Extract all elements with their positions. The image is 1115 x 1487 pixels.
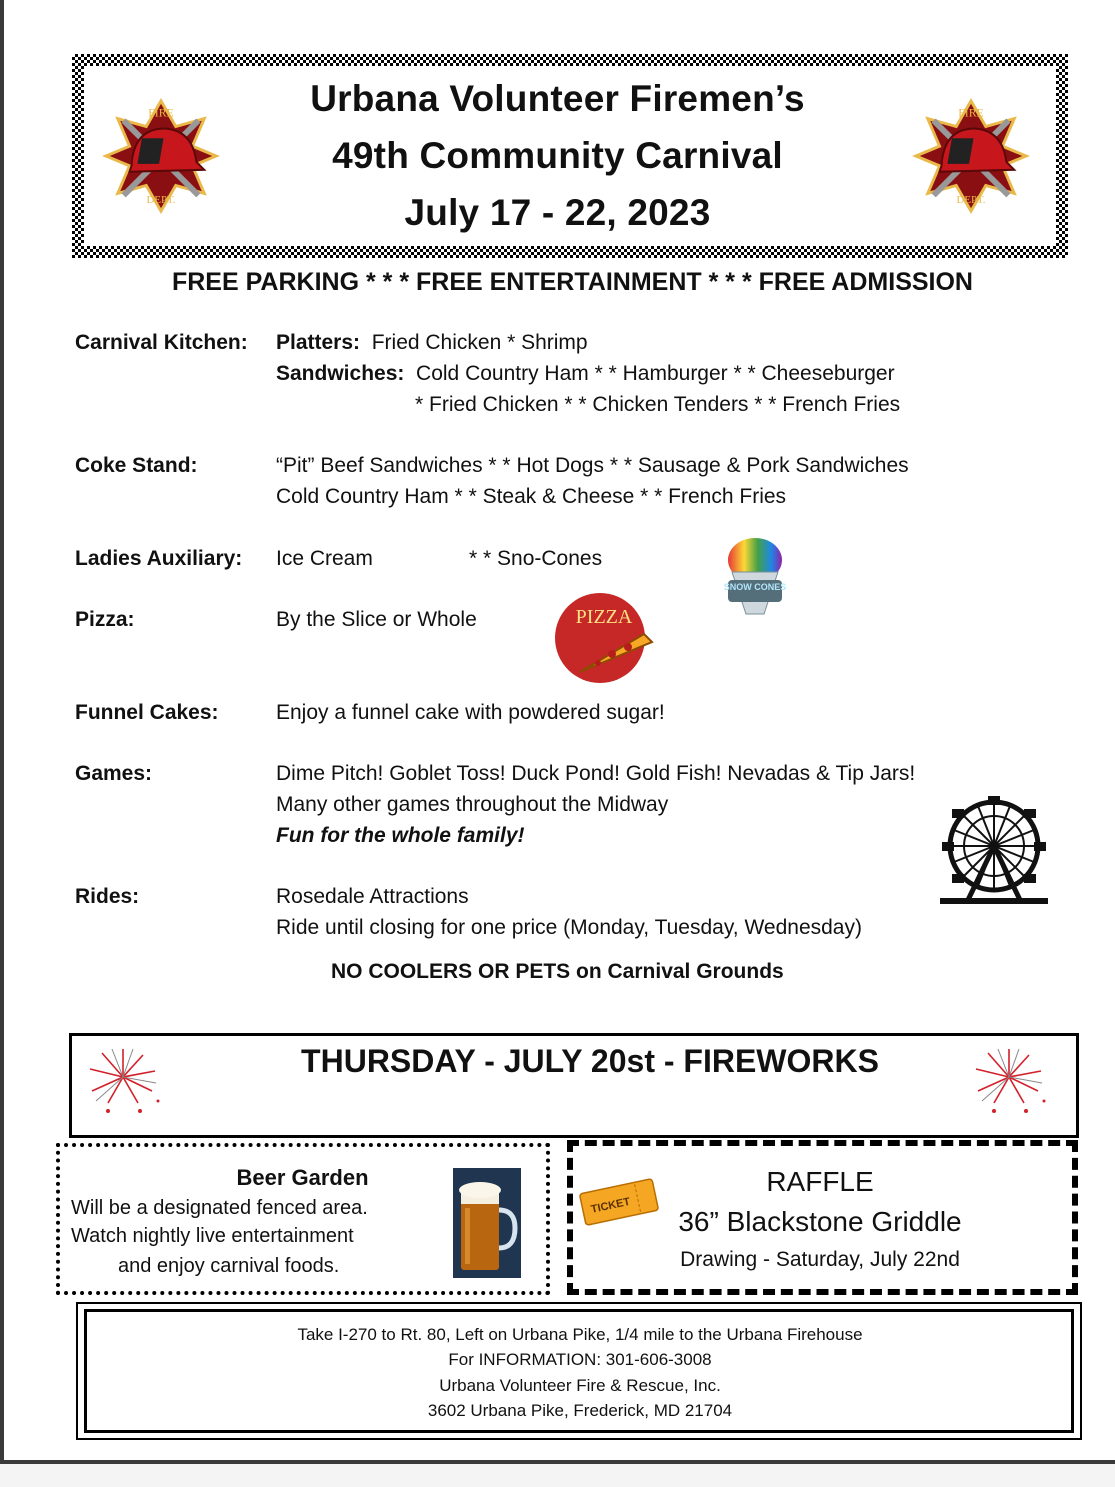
platters-items: Fried Chicken * Shrimp [371,331,588,354]
svg-text:SNOW CONES: SNOW CONES [724,582,786,592]
raffle-drawing: Drawing - Saturday, July 22nd [680,1248,960,1271]
rides-line-1: Rosedale Attractions [276,885,469,908]
sno-cone-icon [724,536,786,618]
ladies-item-2: * * Sno-Cones [469,547,603,570]
firework-icon [966,1045,1052,1117]
games-line-1: Dime Pitch! Goblet Toss! Duck Pond! Gold Fish! Nevadas & Tip Jars! [276,762,916,785]
svg-text:PIZZA: PIZZA [575,606,633,628]
kitchen-label: Carnival Kitchen: [75,331,248,354]
free-admission-line: FREE PARKING * * * FREE ENTERTAINMENT * * * FREE ADMISSION [171,268,973,296]
svg-text:DEPT.: DEPT. [956,194,986,207]
rides-line-2: Ride until closing for one price (Monday, Tuesday, Wednesday) [276,916,862,939]
funnel-label: Funnel Cakes: [75,701,219,724]
sandwiches-line [276,362,895,386]
directions-line: Take I-270 to Rt. 80, Left on Urbana Pike, 1/4 mile to the Urbana Firehouse [297,1325,863,1344]
coke-line-1: “Pit” Beef Sandwiches * * Hot Dogs * * Sausage & Pork Sandwiches [276,454,909,477]
sandwiches-items: Cold Country Ham * * Hamburger * * Cheeseburger [416,362,895,385]
games-label: Games: [75,762,153,785]
svg-text:FIRE: FIRE [148,105,174,120]
games-line-3: Fun for the whole family! [276,824,525,847]
games-line-2: Many other games throughout the Midway [276,793,669,816]
title-line-1: Urbana Volunteer Firemen’s [310,78,805,119]
beer-garden-title: Beer Garden [236,1165,369,1190]
coke-label: Coke Stand: [75,454,198,477]
platters-line [276,331,588,355]
coke-line-2: Cold Country Ham * * Steak & Cheese * * French Fries [276,485,787,508]
sandwiches-label: Sandwiches: [276,362,405,385]
pizza-label: Pizza: [75,608,135,631]
raffle-title: RAFFLE [766,1166,874,1197]
title-line-3: July 17 - 22, 2023 [404,192,711,233]
no-coolers-notice: NO COOLERS OR PETS on Carnival Grounds [331,960,784,983]
pizza-logo-icon [552,590,660,688]
rides-label: Rides: [75,885,140,908]
raffle-prize: 36” Blackstone Griddle [678,1206,962,1237]
ferris-wheel-icon [938,794,1050,906]
ladies-label: Ladies Auxiliary: [75,547,243,570]
sandwiches-items-2: * Fried Chicken * * Chicken Tenders * * French Fries [415,393,901,416]
organization-line: Urbana Volunteer Fire & Rescue, Inc. [439,1376,721,1395]
platters-label: Platters: [276,331,361,354]
beer-line-3: and enjoy carnival foods. [118,1255,340,1277]
page-frame-tail [0,1464,1115,1487]
phone-line: For INFORMATION: 301-606-3008 [448,1350,712,1369]
beer-mug-icon [453,1168,521,1278]
svg-text:FIRE: FIRE [958,105,984,120]
firework-icon [80,1045,166,1117]
address-line: 3602 Urbana Pike, Frederick, MD 21704 [427,1401,733,1420]
beer-line-2: Watch nightly live entertainment [71,1225,354,1247]
funnel-text: Enjoy a funnel cake with powdered sugar! [276,701,665,724]
ladies-item-1: Ice Cream [276,547,373,570]
svg-text:DEPT.: DEPT. [146,194,176,207]
beer-line-1: Will be a designated fenced area. [71,1197,368,1219]
title-line-2: 49th Community Carnival [332,135,783,176]
svg-text:TICKET: TICKET [589,1195,632,1216]
fireworks-title: THURSDAY - JULY 20st - FIREWORKS [301,1043,879,1079]
pizza-text: By the Slice or Whole [276,608,477,631]
